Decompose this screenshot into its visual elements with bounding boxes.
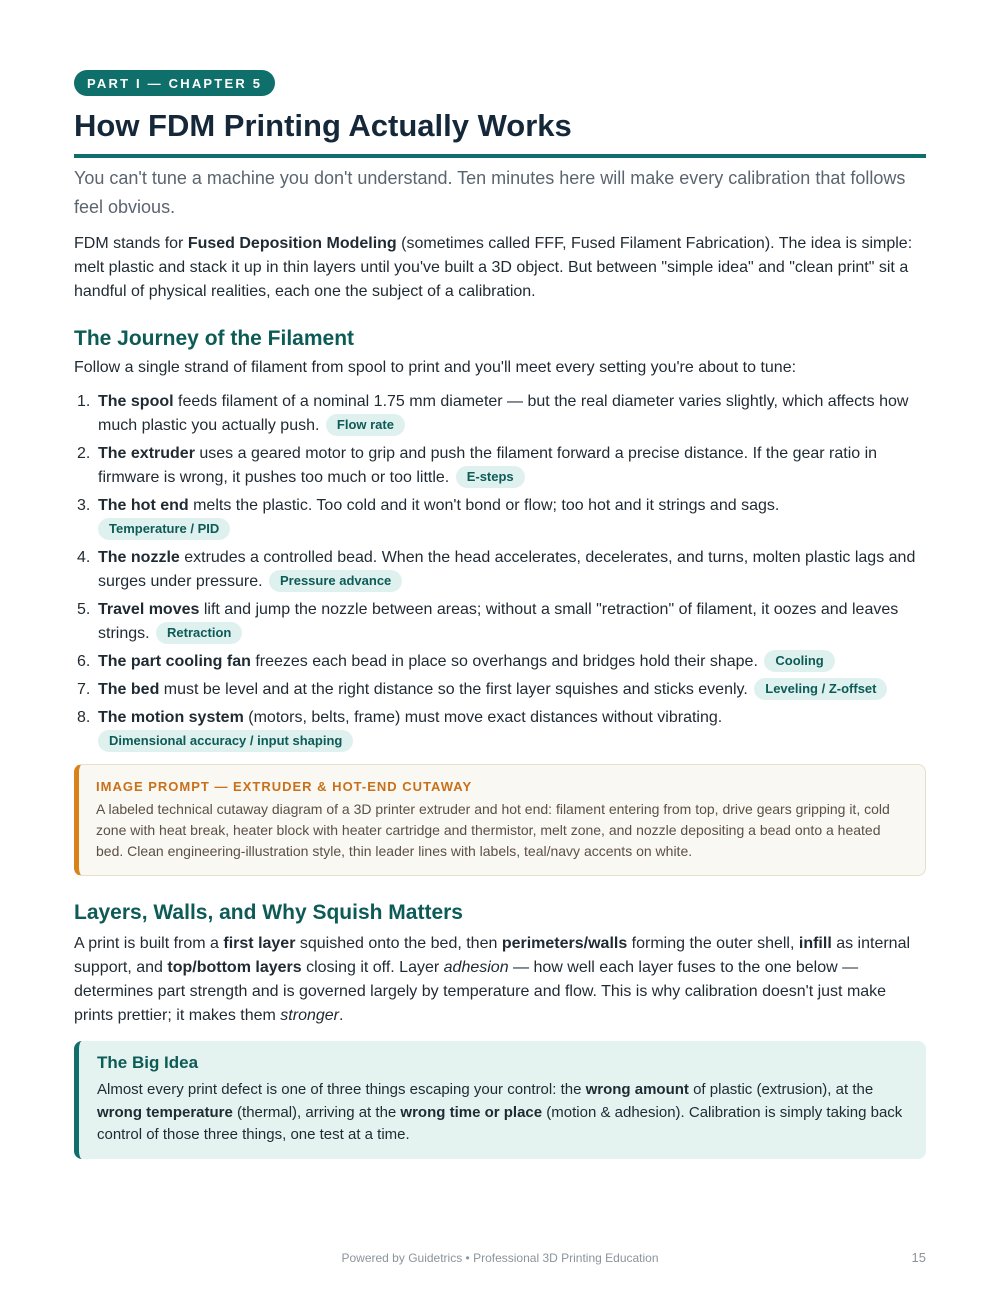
calibration-tag: Temperature / PID — [98, 518, 230, 540]
list-item: 7. The bed must be level and at the right distance so the first layer squishes and sticks evenly. Leveling / Z-offset — [74, 678, 926, 702]
lead-paragraph: You can't tune a machine you don't understand. Ten minutes here will make every calibration that follows feel obvious. — [74, 168, 906, 217]
big-idea-text: Almost every print defect is one of three things escaping your control: the wrong amount of plastic (extrusion), at the wrong temperature (thermal), arriving at the wrong time or place (motion & adhesion). Calibration is simply taking back control of those three things, one test at a time. — [97, 1081, 903, 1143]
calibration-tag: Leveling / Z-offset — [754, 678, 887, 700]
page-title: How FDM Printing Actually Works — [74, 107, 926, 158]
image-prompt-text: A labeled technical cutaway diagram of a 3D printer extruder and hot end: filament entering from top, drive gears gripping it, cold zone with heat break, heater block with heater cartridge and thermistor, melt zone, and nozzle depositing a bead onto a heated bed. Clean engineering-illustration style, thin leader lines with labels, teal/navy accents on white. — [96, 801, 890, 859]
document-page — [74, 70, 926, 1159]
layers-paragraph: A print is built from a first layer squished onto the bed, then perimeters/walls forming the outer shell, infill as internal support, and top/bottom layers closing it off. Layer adhesion — how well each layer fuses to the one below — determines part strength and is governed largely by temperature and flow. This is why calibration doesn't just make prints prettier; it makes them stronger. — [74, 935, 911, 1024]
intro-paragraph: FDM stands for Fused Deposition Modeling (sometimes called FFF, Fused Filament Fabrication). The idea is simple: melt plastic and stack it up in thin layers until you've built a 3D object. But between "simple idea" and "clean print" sit a handful of physical realities, each one the subject of a calibration. — [74, 235, 913, 300]
list-item: 8. The motion system (motors, belts, frame) must move exact distances without vibrating. Dimensional accuracy / input shaping — [74, 706, 926, 754]
footer-credit: Powered by Guidetrics • Professional 3D Printing Education — [341, 1251, 659, 1265]
filament-journey-list — [74, 390, 926, 754]
journey-intro-paragraph: Follow a single strand of filament from spool to print and you'll meet every setting you're about to tune: — [74, 359, 797, 376]
calibration-tag: E-steps — [456, 466, 525, 488]
image-prompt-callout — [74, 764, 926, 876]
section-heading-layers: Layers, Walls, and Why Squish Matters — [74, 901, 463, 924]
list-item: 4. The nozzle extrudes a controlled bead. When the head accelerates, decelerates, and turns, molten plastic lags and surges under pressure. Pressure advance — [77, 549, 916, 590]
calibration-tag: Cooling — [764, 650, 834, 672]
list-item: 2. The extruder uses a geared motor to grip and push the filament forward a precise distance. If the gear ratio in firmware is wrong, it pushes too much or too little. E-steps — [77, 445, 878, 486]
calibration-tag: Retraction — [156, 622, 242, 644]
chapter-badge: PART I — CHAPTER 5 — [74, 70, 275, 96]
list-item: 1. The spool feeds filament of a nominal 1.75 mm diameter — but the real diameter varies slightly, which affects how much plastic you actually push. Flow rate — [77, 393, 909, 434]
intro-bold-term: Fused Deposition Modeling — [187, 235, 397, 252]
calibration-tag: Flow rate — [326, 414, 405, 436]
calibration-tag: Dimensional accuracy / input shaping — [98, 730, 353, 752]
section-heading-journey: The Journey of the Filament — [74, 327, 355, 350]
list-item: 3. The hot end melts the plastic. Too cold and it won't bond or flow; too hot and it strings and sags. Temperature / PID — [74, 494, 926, 542]
big-idea-title: The Big Idea — [97, 1053, 199, 1072]
big-idea-callout — [74, 1041, 926, 1159]
list-item: 5. Travel moves lift and jump the nozzle between areas; without a small "retraction" of filament, it oozes and leaves strings. Retraction — [77, 601, 899, 642]
list-item: 6. The part cooling fan freezes each bead in place so overhangs and bridges hold their shape. Cooling — [74, 650, 926, 674]
image-prompt-title: IMAGE PROMPT — EXTRUDER & HOT-END CUTAWAY — [96, 779, 473, 794]
page-number: 15 — [911, 1250, 926, 1265]
calibration-tag: Pressure advance — [269, 570, 402, 592]
